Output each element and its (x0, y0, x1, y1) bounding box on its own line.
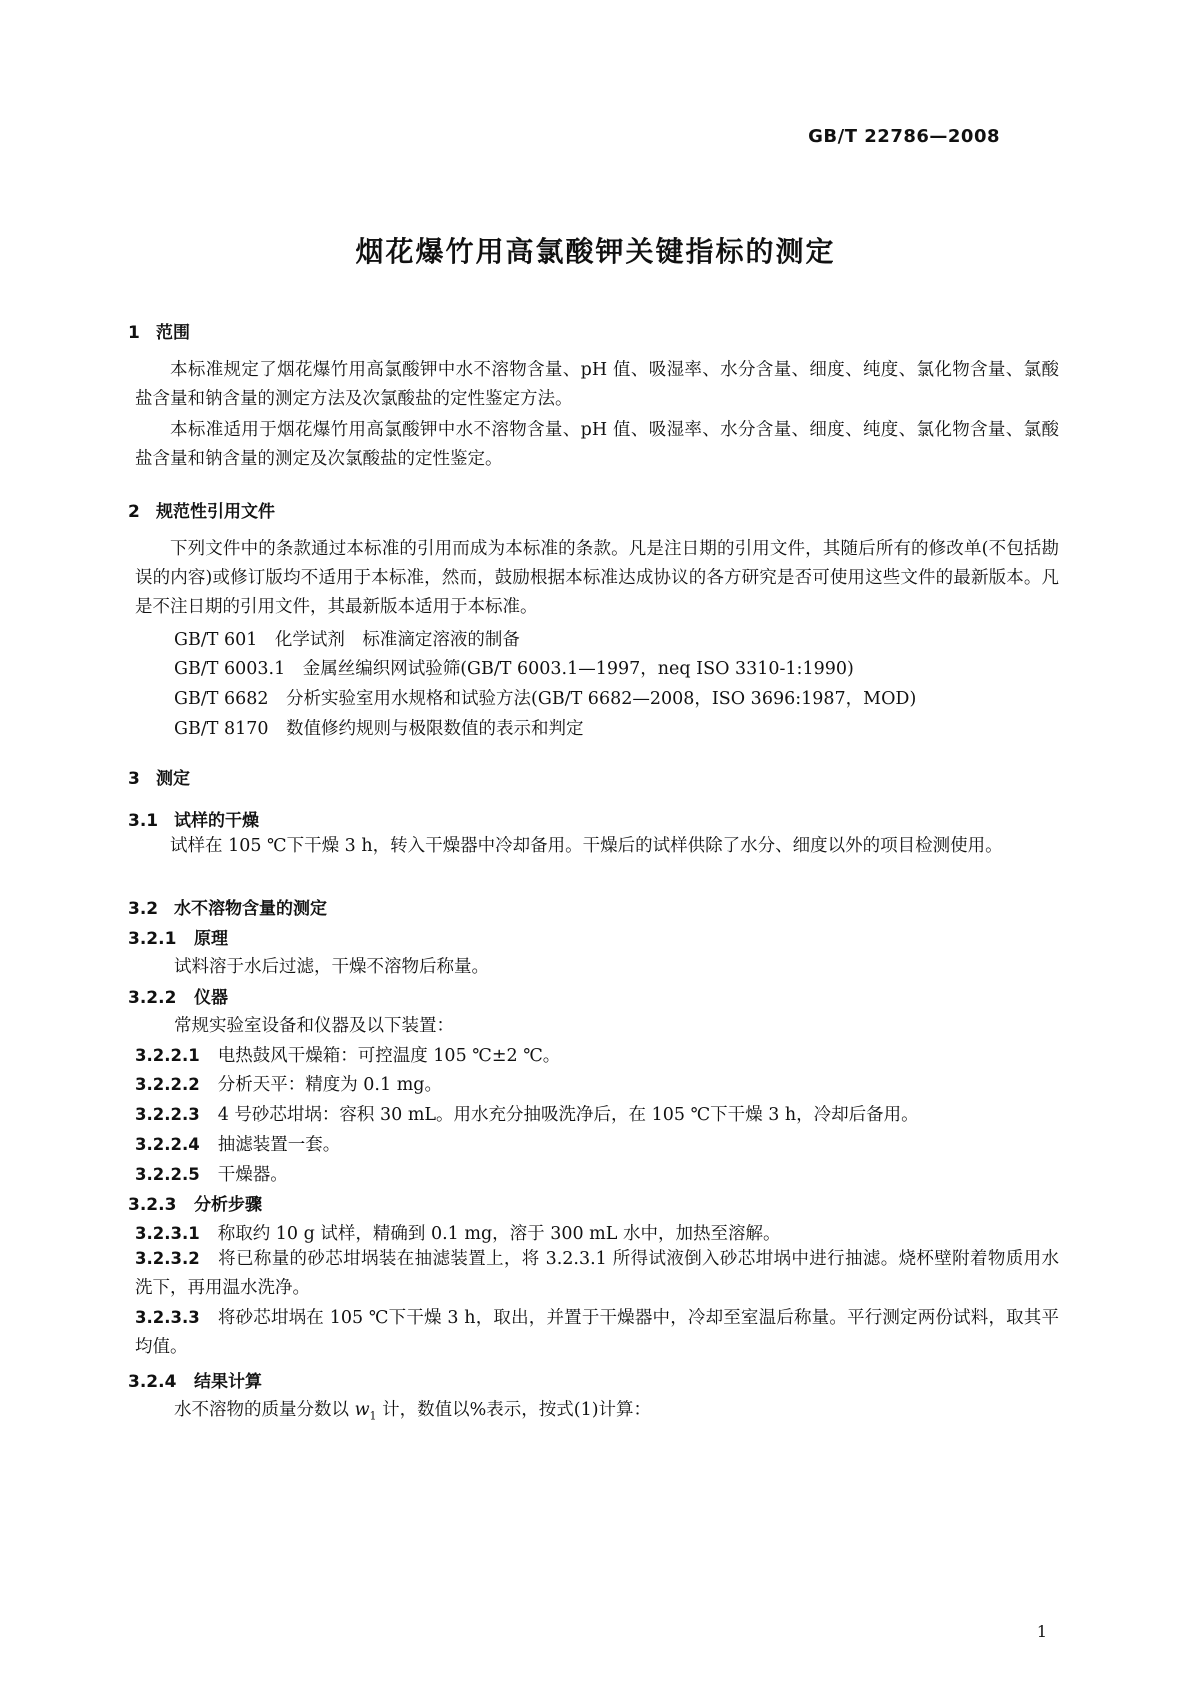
clause-text: 电热鼓风干燥箱：可控温度 105 ℃±2 ℃。 (217, 1046, 561, 1066)
section-number: 3 (128, 769, 140, 789)
clause-number: 3.2.2.1 (135, 1046, 200, 1065)
page-number: 1 (1036, 1622, 1047, 1641)
subsection-3-1-heading (128, 806, 259, 831)
standard-code: GB/T 22786—2008 (808, 126, 1000, 147)
variable-subscript: 1 (369, 1409, 377, 1423)
clause-number: 3.2.2.3 (135, 1105, 200, 1124)
clause-text: 将已称量的砂芯坩埚装在抽滤装置上，将 3.2.3.1 所得试液倒入砂芯坩埚中进行抽滤。烧杯壁附着物质用水洗下，再用温水洗净。 (135, 1249, 1059, 1298)
section-title: 测定 (156, 769, 190, 789)
clause-item (135, 1101, 919, 1126)
document-title: 烟花爆竹用高氯酸钾关键指标的测定 (355, 235, 836, 268)
reference-item: GB/T 601 化学试剂 标准滴定溶液的制备 (174, 630, 520, 650)
subsection-3-2-4-heading (128, 1367, 262, 1392)
subsection-3-2-3-heading (128, 1190, 262, 1215)
clause-text: 分析天平：精度为 0.1 mg。 (217, 1075, 442, 1095)
clause-number: 3.2.3.1 (135, 1224, 200, 1243)
reference-item: GB/T 8170 数值修约规则与极限数值的表示和判定 (174, 719, 584, 739)
variable-symbol: w (354, 1400, 370, 1420)
section-title: 仪器 (194, 988, 228, 1008)
section-title: 原理 (194, 929, 228, 949)
section-2-heading (128, 497, 275, 522)
section-number: 1 (128, 323, 140, 343)
section-number: 3.1 (128, 811, 159, 831)
section-title: 范围 (156, 323, 190, 343)
clause-item (135, 1220, 780, 1245)
clause-item (135, 1071, 442, 1096)
subsection-3-2-1-heading (128, 924, 228, 949)
clause-item (135, 1244, 1059, 1303)
clause-item (135, 1131, 340, 1156)
section-title: 分析步骤 (194, 1195, 262, 1215)
paragraph: 本标准适用于烟花爆竹用高氯酸钾中水不溶物含量、pH 值、吸湿率、水分含量、细度、纯度、氯化物含量、氯酸盐含量和钠含量的测定及次氯酸盐的定性鉴定。 (135, 420, 1059, 469)
reference-item: GB/T 6003.1 金属丝编织网试验筛(GB/T 6003.1—1997，neq ISO 3310-1:1990) (174, 659, 854, 679)
clause-item (135, 1161, 288, 1186)
section-number: 3.2 (128, 899, 159, 919)
clause-number: 3.2.3.3 (135, 1308, 200, 1327)
clause-text: 干燥器。 (217, 1165, 288, 1185)
paragraph: 试料溶于水后过滤，干燥不溶物后称量。 (174, 957, 489, 977)
clause-item (135, 1303, 1059, 1362)
clause-text: 4 号砂芯坩埚：容积 30 mL。用水充分抽吸洗净后，在 105 ℃下干燥 3 h，冷却后备用。 (217, 1105, 919, 1125)
section-number: 3.2.3 (128, 1195, 177, 1215)
paragraph: 下列文件中的条款通过本标准的引用而成为本标准的条款。凡是注日期的引用文件，其随后所有的修改单(不包括勘误的内容)或修订版均不适用于本标准，然而，鼓励根据本标准达成协议的各方研究是否可使用这些文件的最新版本。凡是不注日期的引用文件，其最新版本适用于本标准。 (135, 539, 1059, 617)
paragraph: 试样在 105 ℃下干燥 3 h，转入干燥器中冷却备用。干燥后的试样供除了水分、细度以外的项目检测使用。 (170, 836, 1003, 856)
clause-item (135, 1042, 560, 1067)
subsection-3-2-2-heading (128, 983, 228, 1008)
section-title: 规范性引用文件 (156, 502, 275, 522)
clause-number: 3.2.2.4 (135, 1135, 200, 1154)
clause-text: 将砂芯坩埚在 105 ℃下干燥 3 h，取出，并置于干燥器中，冷却至室温后称量。平行测定两份试料，取其平均值。 (135, 1308, 1059, 1357)
subsection-3-2-heading (128, 894, 327, 919)
paragraph: 本标准规定了烟花爆竹用高氯酸钾中水不溶物含量、pH 值、吸湿率、水分含量、细度、纯度、氯化物含量、氯酸盐含量和钠含量的测定方法及次氯酸盐的定性鉴定方法。 (135, 360, 1059, 409)
text-run: 计，数值以%表示，按式(1)计算： (376, 1400, 652, 1420)
section-number: 3.2.2 (128, 988, 177, 1008)
section-number: 3.2.4 (128, 1372, 177, 1392)
reference-item: GB/T 6682 分析实验室用水规格和试验方法(GB/T 6682—2008，ISO 3696:1987，MOD) (174, 689, 917, 709)
clause-number: 3.2.3.2 (135, 1249, 200, 1268)
section-1-heading (128, 318, 190, 343)
section-title: 水不溶物含量的测定 (174, 899, 327, 919)
clause-text: 抽滤装置一套。 (217, 1135, 341, 1155)
clause-number: 3.2.2.2 (135, 1075, 200, 1094)
section-number: 3.2.1 (128, 929, 177, 949)
section-number: 2 (128, 502, 140, 522)
text-run: 水不溶物的质量分数以 (174, 1400, 355, 1420)
section-3-heading (128, 764, 190, 789)
paragraph: 常规实验室设备和仪器及以下装置： (174, 1016, 454, 1036)
section-title: 结果计算 (194, 1372, 262, 1392)
clause-number: 3.2.2.5 (135, 1165, 200, 1184)
paragraph (174, 1396, 651, 1423)
clause-text: 称取约 10 g 试样，精确到 0.1 mg，溶于 300 mL 水中，加热至溶解。 (217, 1224, 781, 1244)
section-title: 试样的干燥 (174, 811, 259, 831)
